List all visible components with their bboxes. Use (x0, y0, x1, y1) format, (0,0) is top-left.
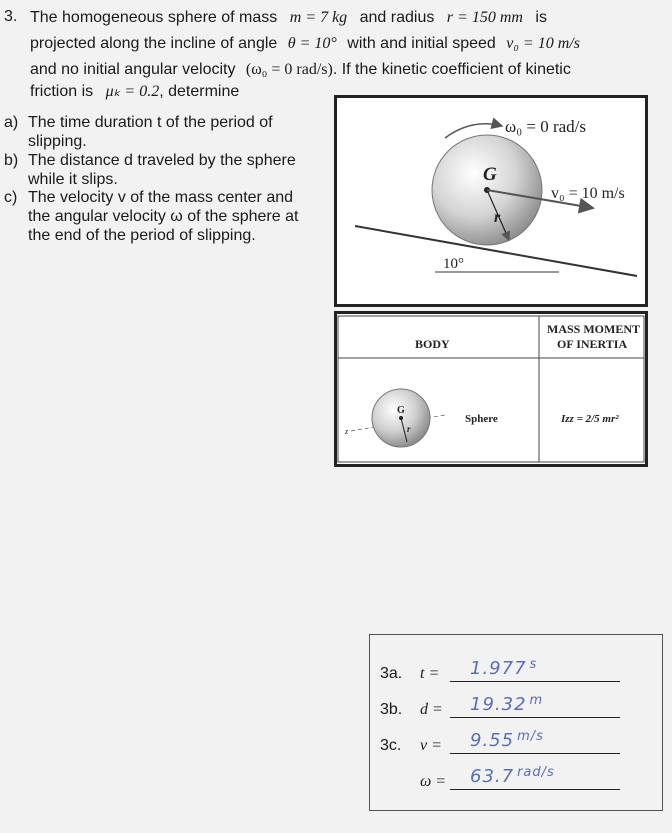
center-label: G (483, 164, 497, 185)
initial-angular-velocity: (ω₀ = 0 rad/s) (245, 61, 333, 78)
radius-label: r (494, 209, 501, 226)
inertia-header-line2: OF INERTIA (557, 337, 628, 351)
answer-3c-value[interactable]: 9.55 $^{m/s}$ (470, 729, 544, 751)
part-b: b) The distance d traveled by the sphere while it slips. (4, 152, 296, 188)
angle-label: 10° (443, 256, 464, 272)
table-radius-label: r (407, 424, 411, 434)
inertia-formula: Izz = 2/5 mr² (561, 413, 619, 425)
answer-3b-line (450, 717, 620, 718)
body-header: BODY (415, 337, 450, 351)
inertia-table-graphic (337, 314, 645, 464)
inertia-table (334, 311, 648, 467)
incline-diagram (337, 98, 645, 304)
answer-3b: 3b. d = (380, 701, 443, 718)
answer-omega: ω = (420, 773, 447, 790)
problem-statement (0, 0, 672, 100)
answer-omega-value[interactable]: 63.7 $^{rad/s}$ (470, 765, 555, 787)
initial-speed-value: v₀ = 10 m/s (506, 35, 580, 52)
problem-line-1: The homogeneous sphere of mass m = 7 kg and radius r = 150 mm is (30, 9, 547, 26)
sphere-incline-figure (334, 95, 648, 307)
part-a: a) The time duration t of the period of slipping. (4, 114, 273, 150)
problem-line-2: projected along the incline of angle θ = 10° with and initial speed v₀ = 10 m/s (30, 35, 580, 52)
mass-value: m = 7 kg (289, 9, 348, 26)
answer-3a-value[interactable]: 1.977 $^s$ (470, 657, 538, 679)
friction-coefficient: μₖ = 0.2 (105, 83, 160, 100)
problem-number: 3. (4, 8, 18, 25)
problem-line-4: friction is μₖ = 0.2, determine (30, 83, 240, 100)
angle-value: θ = 10° (287, 35, 337, 52)
z-axis-label: z (345, 427, 349, 436)
answer-3c: 3c. v = (380, 737, 442, 754)
table-center-label: G (397, 405, 405, 416)
part-c: c) The velocity v of the mass center and the angular velocity ω of the sphere at the end of the period of slipping. (4, 189, 299, 244)
answer-3a-line (450, 681, 620, 682)
answer-box (369, 634, 663, 811)
body-name: Sphere (465, 413, 498, 425)
inertia-header-line1: MASS MOMENT (547, 322, 640, 336)
omega-label: ω₀ = 0 rad/s (505, 117, 586, 136)
answer-3c-line (450, 753, 620, 754)
answer-3b-value[interactable]: 19.32 $^m$ (470, 693, 544, 715)
problem-line-3: and no initial angular velocity (ω₀ = 0 rad/s). If the kinetic coefficient of kinetic (30, 61, 571, 78)
radius-value: r = 150 mm (446, 9, 523, 26)
answer-3a: 3a. t = (380, 665, 440, 682)
velocity-label: v₀ = 10 m/s (551, 185, 625, 202)
answer-omega-line (450, 789, 620, 790)
